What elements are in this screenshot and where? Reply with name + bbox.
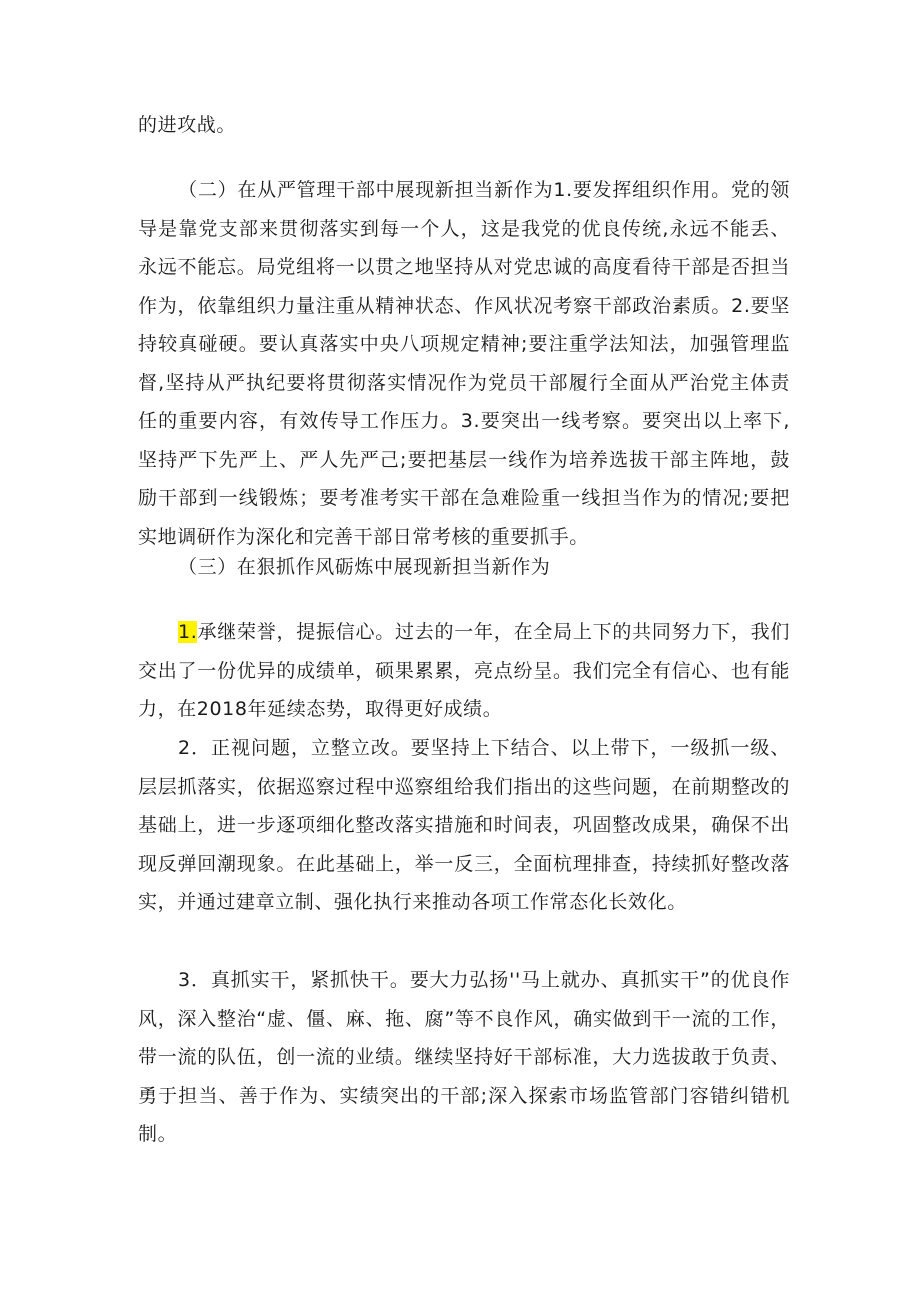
paragraph-text: （二）在从严管理干部中展现新担当新作为1.要发挥组织作用。党的领导是靠党支部来贯彻落实到每一个人，这是我党的优良传统,永远不能丢、永远不能忘。局党组将一以贯之地坚持从对党忠诚的高度看待干部是否担当作为，依靠组织力量注重从精神状态、作风状况考察干部政治素质。2.要坚持较真碰硬。要认真落实中央八项规定精神;要注重学法知法，加强管理监督,坚持从严执纪要将贯彻落实情况作为党员干部履行全面从严治党主体责任的重要内容，有效传导工作压力。3.要突出一线考察。要突出以上率下,坚持严下先严上、严人先严己;要把基层一线作为培养选拔干部主阵地，鼓励干部到一线锻炼；要考准考实干部在急难险重一线担当作为的情况;要把实地调研作为深化和完善干部日常考核的重要抓手。 bbox=[138, 179, 790, 548]
paragraph-section-2 bbox=[138, 171, 790, 556]
paragraph-text: 承继荣誉，提振信心。过去的一年，在全局上下的共同努力下，我们交出了一份优异的成绩单，硕果累累，亮点纷呈。我们完全有信心、也有能力，在2018年延续态势，取得更好成绩。 bbox=[138, 621, 790, 720]
paragraph-continuation bbox=[138, 106, 790, 145]
paragraph-item-2 bbox=[138, 729, 790, 922]
heading-text: （三）在狠抓作风砺炼中展现新担当新作为 bbox=[178, 556, 551, 578]
paragraph-text: 3．真抓实干，紧抓快干。要大力弘扬''马上就办、真抓实干”的优良作风，深入整治“虚、僵、麻、拖、腐”等不良作风，确实做到干一流的工作，带一流的队伍，创一流的业绩。继续坚持好干部标准，大力选拔敢于负责、勇于担当、善于作为、实绩突出的干部;深入探索市场监管部门容错纠错机制。 bbox=[138, 969, 790, 1145]
paragraph-text: 的进攻战。 bbox=[138, 114, 237, 136]
paragraph-item-3 bbox=[138, 961, 790, 1154]
paragraph-item-1 bbox=[138, 613, 790, 729]
highlighted-item-number: 1. bbox=[178, 621, 198, 643]
paragraph-text: 2．正视问题，立整立改。要坚持上下结合、以上带下，一级抓一级、层层抓落实，依据巡察过程中巡察组给我们指出的这些问题，在前期整改的基础上，进一步逐项细化整改落实措施和时间表，巩固整改成果，确保不出现反弹回潮现象。在此基础上，举一反三，全面杭理排查，持续抓好整改落实，并通过建章立制、强化执行来推动各项工作常态化长效化。 bbox=[138, 737, 790, 913]
section-3-heading bbox=[138, 548, 790, 587]
